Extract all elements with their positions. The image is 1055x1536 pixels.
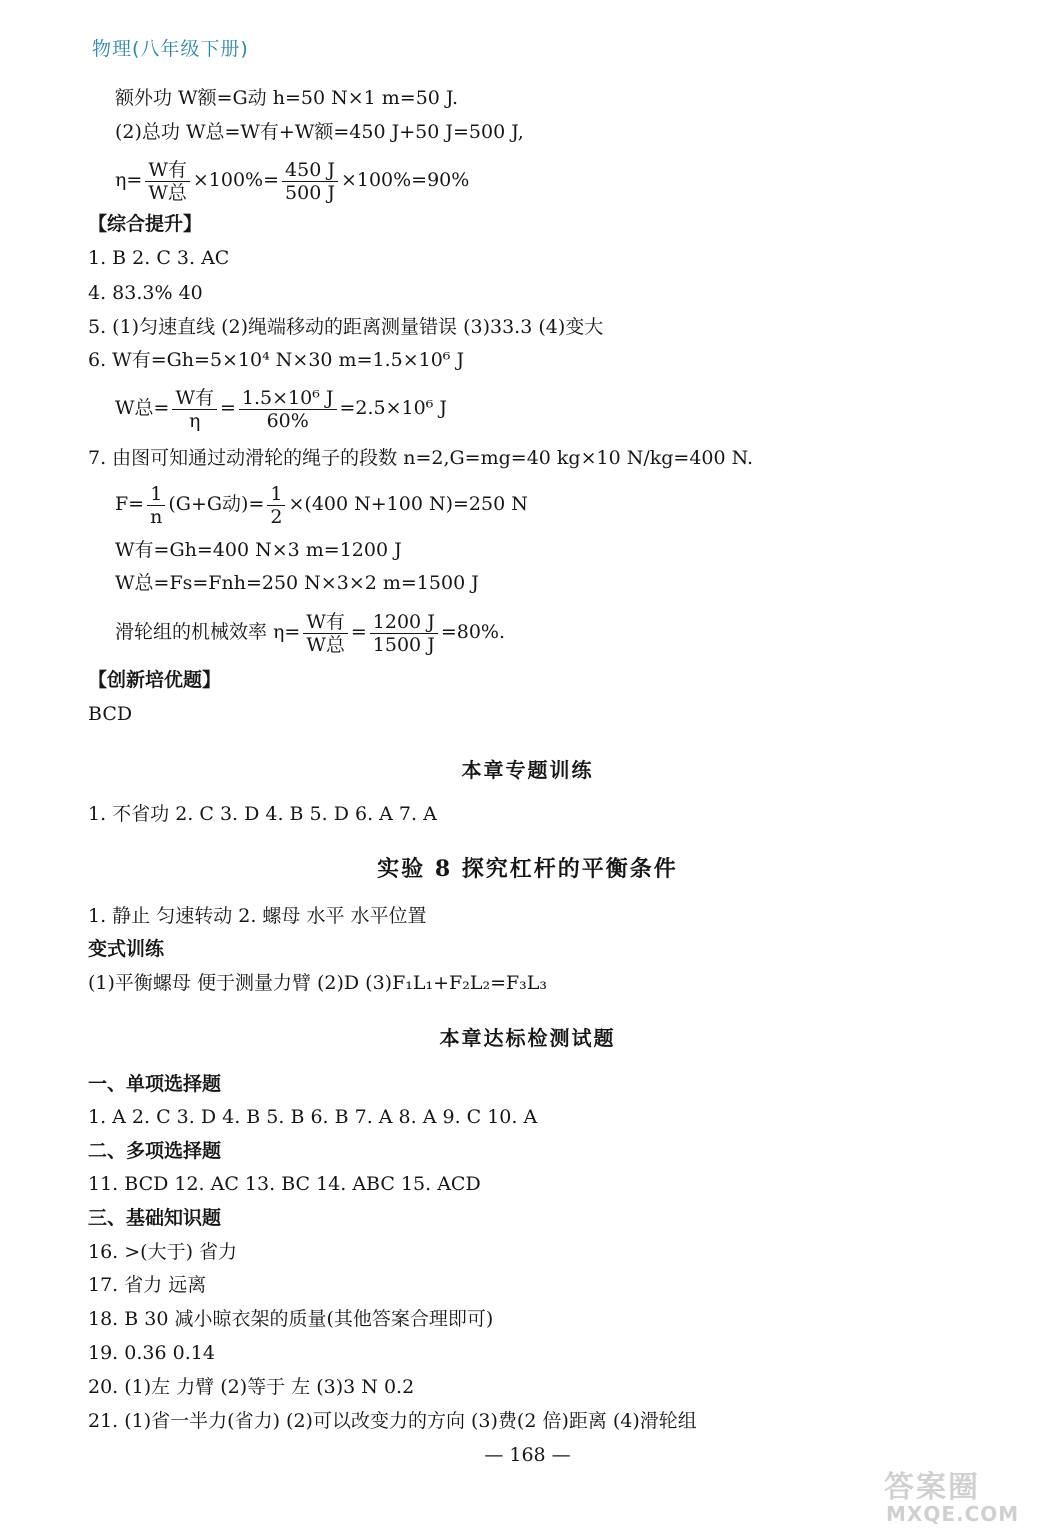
multi-choice-title: 二、多项选择题 [88,1140,222,1162]
a6b-num: W有 [172,387,217,410]
answer-1-3: 1. B 2. C 3. AC [88,247,230,269]
total-work-line: (2)总功 W总=W有+W额=450 J+50 J=500 J, [115,121,524,143]
a7f-lhs: F= [115,493,145,515]
a6b-eq: = [219,397,236,419]
answer-7-efficiency [115,604,505,660]
a7e-den: W总 [306,633,345,656]
extra-work-line: 额外功 W额=G动 h=50 N×1 m=50 J. [115,87,459,109]
a6b-den-2: 60% [266,409,309,432]
a7f-mid: (G+G动)= [168,493,265,515]
shiyan-title: 实验 8 探究杠杆的平衡条件 [377,856,678,882]
single-choice-answers: 1. A 2. C 3. D 4. B 5. B 6. B 7. A 8. A 9. C 10. A [88,1106,538,1128]
shiyan-answers: 1. 静止 匀速转动 2. 螺母 水平 水平位置 [88,905,427,927]
a7f-den-2: 2 [270,505,283,528]
a6b-den: η [189,409,201,432]
multi-choice-answers: 11. BCD 12. AC 13. BC 14. ABC 15. ACD [88,1173,481,1195]
efficiency-formula [115,152,469,208]
eff-den-2: 500 J [285,181,335,204]
answer-5: 5. (1)匀速直线 (2)绳端移动的距离测量错误 (3)33.3 (4)变大 [88,316,604,338]
eff-rhs: ×100%=90% [340,169,470,191]
page-header: 物理(八年级下册) [92,38,249,60]
section-zonghe-title: 【综合提升】 [88,213,203,235]
answer-20: 20. (1)左 力臂 (2)等于 左 (3)3 N 0.2 [88,1376,415,1398]
a6b-fraction [172,387,217,432]
a7f-den: n [150,505,163,528]
answer-21: 21. (1)省一半力(省力) (2)可以改变力的方向 (3)费(2 倍)距离 (4)滑轮组 [88,1410,697,1432]
eff-fraction [145,159,190,204]
answer-18: 18. B 30 减小晾衣架的质量(其他答案合理即可) [88,1308,494,1330]
eff-num: W有 [145,159,190,182]
watermark-bottom: MXQE.COM [886,1502,1020,1526]
answer-7-total-work: W总=Fs=Fnh=250 N×3×2 m=1500 J [115,572,479,594]
a6b-rhs: =2.5×10⁶ J [339,397,448,419]
answer-16: 16. >(大于) 省力 [88,1241,238,1263]
answer-6: 6. W有=Gh=5×10⁴ N×30 m=1.5×10⁶ J [88,349,465,371]
a7f-num-2: 1 [267,483,285,506]
answer-4: 4. 83.3% 40 [88,282,203,304]
eff-mid: ×100%= [192,169,280,191]
chuangxin-answer: BCD [88,703,133,725]
eff-den: W总 [148,181,187,204]
a7e-den-2: 1500 J [372,633,435,656]
answer-7-useful-work: W有=Gh=400 N×3 m=1200 J [115,539,402,561]
answer-17: 17. 省力 远离 [88,1274,207,1296]
basic-knowledge-title: 三、基础知识题 [88,1207,222,1229]
a7e-fraction-2 [370,611,438,656]
a7e-eq: = [350,621,367,643]
a7f-fraction [147,483,165,528]
watermark-top: 答案圈 [884,1470,980,1505]
eff-fraction-2 [282,159,338,204]
bianshi-answers: (1)平衡螺母 便于测量力臂 (2)D (3)F₁L₁+F₂L₂=F₃L₃ [88,972,548,994]
a6b-fraction-2 [239,387,337,432]
a7e-num-2: 1200 J [370,611,438,634]
answer-7: 7. 由图可知通过动滑轮的绳子的段数 n=2,G=mg=40 kg×10 N/kg=400 N. [88,447,754,469]
page-number: — 168 — [484,1444,571,1466]
bianshi-title: 变式训练 [88,938,165,960]
a7e-lhs: 滑轮组的机械效率 η= [115,621,301,643]
zhuanti-answers: 1. 不省功 2. C 3. D 4. B 5. D 6. A 7. A [88,803,437,825]
a7f-rhs: ×(400 N+100 N)=250 N [288,493,528,515]
eff-lhs: η= [115,169,143,191]
a7f-fraction-2 [267,483,285,528]
a7e-fraction [303,611,348,656]
single-choice-title: 一、单项选择题 [88,1073,222,1095]
zhuanti-title: 本章专题训练 [461,758,594,782]
a7e-rhs: =80%. [440,621,506,643]
a6b-num-2: 1.5×10⁶ J [239,387,337,410]
a6b-lhs: W总= [115,397,170,419]
watermark-logo [878,1462,1038,1526]
answer-19: 19. 0.36 0.14 [88,1342,215,1364]
a7e-num: W有 [303,611,348,634]
a7f-num: 1 [147,483,165,506]
answer-7-force [115,476,528,532]
dabiao-title: 本章达标检测试题 [439,1026,616,1050]
section-chuangxin-title: 【创新培优题】 [88,669,222,691]
eff-num-2: 450 J [282,159,338,182]
answer-6-total-work [115,380,447,436]
